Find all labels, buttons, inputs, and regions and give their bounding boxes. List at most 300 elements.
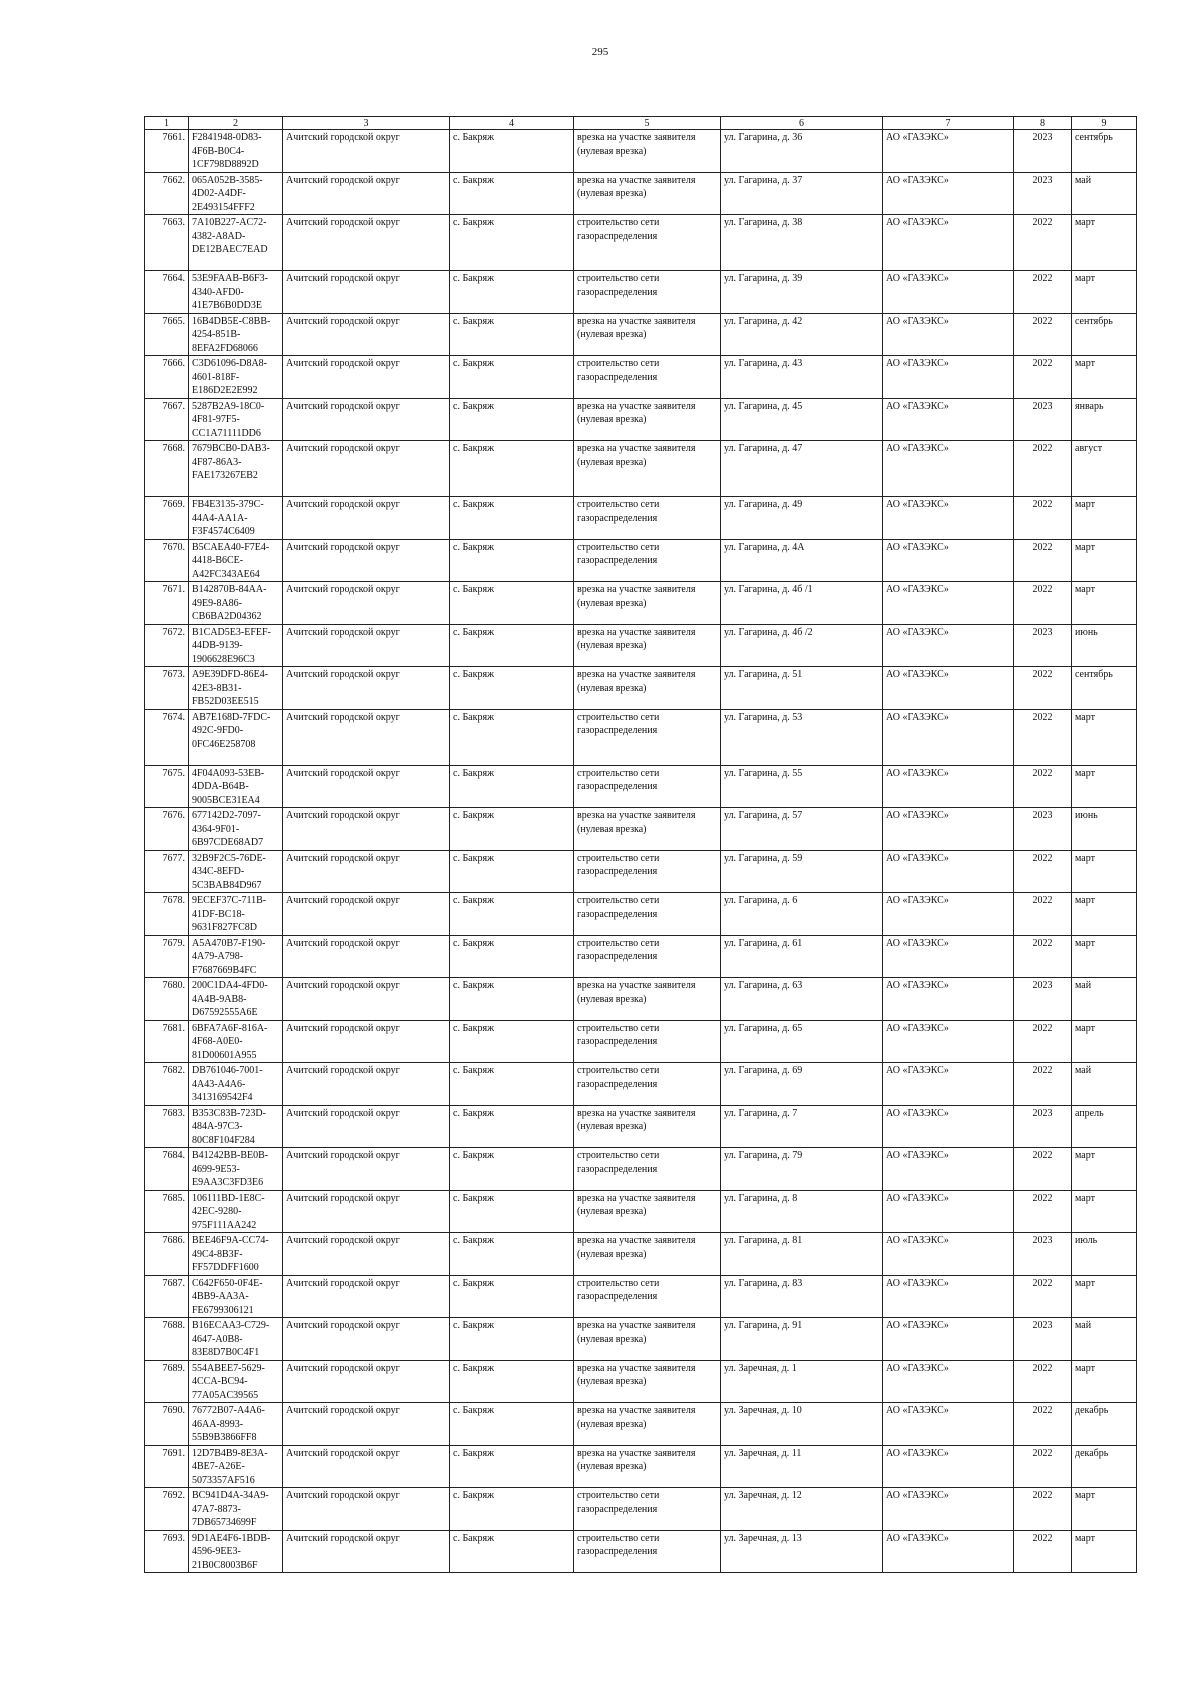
year-cell: 2022 bbox=[1014, 765, 1072, 808]
table-row bbox=[145, 539, 1137, 582]
organization-cell: АО «ГАЗЭКС» bbox=[883, 313, 1014, 356]
table-row bbox=[145, 1233, 1137, 1276]
month-cell: сентябрь bbox=[1072, 130, 1137, 173]
month-cell: март bbox=[1072, 356, 1137, 399]
row-number: 7674. bbox=[145, 709, 189, 765]
row-number: 7681. bbox=[145, 1020, 189, 1063]
table-row bbox=[145, 313, 1137, 356]
address-cell: ул. Гагарина, д. 36 bbox=[721, 130, 883, 173]
month-cell: март bbox=[1072, 893, 1137, 936]
settlement-cell: с. Бакряж bbox=[450, 172, 574, 215]
settlement-cell: с. Бакряж bbox=[450, 935, 574, 978]
table-row bbox=[145, 398, 1137, 441]
table-row bbox=[145, 667, 1137, 710]
address-cell: ул. Гагарина, д. 69 bbox=[721, 1063, 883, 1106]
object-id: 7679BCB0-DAB3-4F87-86A3-FAE173267EB2 bbox=[189, 441, 283, 497]
month-cell: июнь bbox=[1072, 808, 1137, 851]
settlement-cell: с. Бакряж bbox=[450, 850, 574, 893]
work-type-cell: врезка на участке заявителя (нулевая врезка) bbox=[574, 441, 721, 497]
year-cell: 2022 bbox=[1014, 1020, 1072, 1063]
object-id: F2841948-0D83-4F6B-B0C4-1CF798D8892D bbox=[189, 130, 283, 173]
district-cell: Ачитский городской округ bbox=[283, 1148, 450, 1191]
district-cell: Ачитский городской округ bbox=[283, 1360, 450, 1403]
month-cell: март bbox=[1072, 1530, 1137, 1573]
organization-cell: АО «ГАЗЭКС» bbox=[883, 1360, 1014, 1403]
table-row bbox=[145, 497, 1137, 540]
address-cell: ул. Гагарина, д. 4А bbox=[721, 539, 883, 582]
year-cell: 2022 bbox=[1014, 1530, 1072, 1573]
object-id: C642F650-0F4E-4BB9-AA3A-FE6799306121 bbox=[189, 1275, 283, 1318]
organization-cell: АО «ГАЗЭКС» bbox=[883, 1318, 1014, 1361]
district-cell: Ачитский городской округ bbox=[283, 1318, 450, 1361]
work-type-cell: врезка на участке заявителя (нулевая врезка) bbox=[574, 398, 721, 441]
table-row bbox=[145, 582, 1137, 625]
object-id: 106111BD-1E8C-42EC-9280-975F111AA242 bbox=[189, 1190, 283, 1233]
address-cell: ул. Гагарина, д. 8 bbox=[721, 1190, 883, 1233]
work-type-cell: строительство сети газораспределения bbox=[574, 893, 721, 936]
row-number: 7665. bbox=[145, 313, 189, 356]
work-type-cell: врезка на участке заявителя (нулевая врезка) bbox=[574, 978, 721, 1021]
gasification-table bbox=[144, 116, 1137, 1573]
month-cell: декабрь bbox=[1072, 1403, 1137, 1446]
object-id: 32B9F2C5-76DE-434C-8EFD-5C3BAB84D967 bbox=[189, 850, 283, 893]
row-number: 7661. bbox=[145, 130, 189, 173]
year-cell: 2022 bbox=[1014, 441, 1072, 497]
object-id: 9ECEF37C-711B-41DF-BC18-9631F827FC8D bbox=[189, 893, 283, 936]
month-cell: сентябрь bbox=[1072, 313, 1137, 356]
address-cell: ул. Заречная, д. 12 bbox=[721, 1488, 883, 1531]
year-cell: 2023 bbox=[1014, 1233, 1072, 1276]
object-id: 76772B07-A4A6-46AA-8993-55B9B3866FF8 bbox=[189, 1403, 283, 1446]
table-row bbox=[145, 1403, 1137, 1446]
settlement-cell: с. Бакряж bbox=[450, 539, 574, 582]
object-id: 677142D2-7097-4364-9F01-6B97CDE68AD7 bbox=[189, 808, 283, 851]
object-id: 554ABEE7-5629-4CCA-BC94-77A05AC39565 bbox=[189, 1360, 283, 1403]
table-row bbox=[145, 1360, 1137, 1403]
row-number: 7682. bbox=[145, 1063, 189, 1106]
month-cell: март bbox=[1072, 850, 1137, 893]
month-cell: май bbox=[1072, 978, 1137, 1021]
organization-cell: АО «ГАЗЭКС» bbox=[883, 1063, 1014, 1106]
month-cell: апрель bbox=[1072, 1105, 1137, 1148]
organization-cell: АО «ГАЗЭКС» bbox=[883, 172, 1014, 215]
month-cell: март bbox=[1072, 765, 1137, 808]
address-cell: ул. Заречная, д. 1 bbox=[721, 1360, 883, 1403]
object-id: B41242BB-BE0B-4699-9E53-E9AA3C3FD3E6 bbox=[189, 1148, 283, 1191]
object-id: BEE46F9A-CC74-49C4-8B3F-FF57DDFF1600 bbox=[189, 1233, 283, 1276]
district-cell: Ачитский городской округ bbox=[283, 398, 450, 441]
object-id: B1CAD5E3-EFEF-44DB-9139-1906628E96C3 bbox=[189, 624, 283, 667]
year-cell: 2022 bbox=[1014, 667, 1072, 710]
month-cell: март bbox=[1072, 1190, 1137, 1233]
table-row bbox=[145, 765, 1137, 808]
organization-cell: АО «ГАЗЭКС» bbox=[883, 582, 1014, 625]
organization-cell: АО «ГАЗЭКС» bbox=[883, 1445, 1014, 1488]
row-number: 7668. bbox=[145, 441, 189, 497]
month-cell: июль bbox=[1072, 1233, 1137, 1276]
row-number: 7673. bbox=[145, 667, 189, 710]
organization-cell: АО «ГАЗЭКС» bbox=[883, 709, 1014, 765]
district-cell: Ачитский городской округ bbox=[283, 808, 450, 851]
row-number: 7691. bbox=[145, 1445, 189, 1488]
work-type-cell: врезка на участке заявителя (нулевая врезка) bbox=[574, 1190, 721, 1233]
organization-cell: АО «ГАЗЭКС» bbox=[883, 1190, 1014, 1233]
row-number: 7688. bbox=[145, 1318, 189, 1361]
district-cell: Ачитский городской округ bbox=[283, 313, 450, 356]
work-type-cell: строительство сети газораспределения bbox=[574, 539, 721, 582]
settlement-cell: с. Бакряж bbox=[450, 1488, 574, 1531]
address-cell: ул. Гагарина, д. 53 bbox=[721, 709, 883, 765]
district-cell: Ачитский городской округ bbox=[283, 356, 450, 399]
object-id: 16B4DB5E-C8BB-4254-851B-8EFA2FD68066 bbox=[189, 313, 283, 356]
work-type-cell: строительство сети газораспределения bbox=[574, 850, 721, 893]
organization-cell: АО «ГАЗЭКС» bbox=[883, 1148, 1014, 1191]
object-id: 6BFA7A6F-816A-4F68-A0E0-81D00601A955 bbox=[189, 1020, 283, 1063]
settlement-cell: с. Бакряж bbox=[450, 667, 574, 710]
year-cell: 2023 bbox=[1014, 172, 1072, 215]
month-cell: март bbox=[1072, 1360, 1137, 1403]
table-row bbox=[145, 356, 1137, 399]
year-cell: 2022 bbox=[1014, 1445, 1072, 1488]
settlement-cell: с. Бакряж bbox=[450, 582, 574, 625]
work-type-cell: врезка на участке заявителя (нулевая врезка) bbox=[574, 313, 721, 356]
year-cell: 2023 bbox=[1014, 624, 1072, 667]
work-type-cell: строительство сети газораспределения bbox=[574, 1275, 721, 1318]
organization-cell: АО «ГАЗЭКС» bbox=[883, 1105, 1014, 1148]
table-row bbox=[145, 624, 1137, 667]
district-cell: Ачитский городской округ bbox=[283, 1063, 450, 1106]
address-cell: ул. Гагарина, д. 39 bbox=[721, 271, 883, 314]
row-number: 7684. bbox=[145, 1148, 189, 1191]
table-row bbox=[145, 709, 1137, 765]
row-number: 7683. bbox=[145, 1105, 189, 1148]
work-type-cell: строительство сети газораспределения bbox=[574, 709, 721, 765]
settlement-cell: с. Бакряж bbox=[450, 1148, 574, 1191]
year-cell: 2023 bbox=[1014, 130, 1072, 173]
settlement-cell: с. Бакряж bbox=[450, 1233, 574, 1276]
district-cell: Ачитский городской округ bbox=[283, 130, 450, 173]
organization-cell: АО «ГАЗЭКС» bbox=[883, 1403, 1014, 1446]
table-row bbox=[145, 1063, 1137, 1106]
col-header-6: 6 bbox=[721, 117, 883, 130]
settlement-cell: с. Бакряж bbox=[450, 215, 574, 271]
table-row bbox=[145, 935, 1137, 978]
year-cell: 2023 bbox=[1014, 1105, 1072, 1148]
settlement-cell: с. Бакряж bbox=[450, 271, 574, 314]
table-row bbox=[145, 271, 1137, 314]
table-row bbox=[145, 1020, 1137, 1063]
address-cell: ул. Заречная, д. 11 bbox=[721, 1445, 883, 1488]
organization-cell: АО «ГАЗЭКС» bbox=[883, 271, 1014, 314]
settlement-cell: с. Бакряж bbox=[450, 356, 574, 399]
object-id: 065A052B-3585-4D02-A4DF-2E493154FFF2 bbox=[189, 172, 283, 215]
organization-cell: АО «ГАЗЭКС» bbox=[883, 1530, 1014, 1573]
organization-cell: АО «ГАЗЭКС» bbox=[883, 667, 1014, 710]
month-cell: сентябрь bbox=[1072, 667, 1137, 710]
address-cell: ул. Гагарина, д. 51 bbox=[721, 667, 883, 710]
settlement-cell: с. Бакряж bbox=[450, 765, 574, 808]
object-id: B142870B-84AA-49E9-8A86-CB6BA2D04362 bbox=[189, 582, 283, 625]
organization-cell: АО «ГАЗЭКС» bbox=[883, 398, 1014, 441]
district-cell: Ачитский городской округ bbox=[283, 667, 450, 710]
settlement-cell: с. Бакряж bbox=[450, 1275, 574, 1318]
district-cell: Ачитский городской округ bbox=[283, 215, 450, 271]
address-cell: ул. Гагарина, д. 81 bbox=[721, 1233, 883, 1276]
work-type-cell: врезка на участке заявителя (нулевая врезка) bbox=[574, 172, 721, 215]
row-number: 7672. bbox=[145, 624, 189, 667]
table-row bbox=[145, 130, 1137, 173]
row-number: 7676. bbox=[145, 808, 189, 851]
year-cell: 2022 bbox=[1014, 1063, 1072, 1106]
month-cell: декабрь bbox=[1072, 1445, 1137, 1488]
address-cell: ул. Гагарина, д. 63 bbox=[721, 978, 883, 1021]
district-cell: Ачитский городской округ bbox=[283, 441, 450, 497]
row-number: 7666. bbox=[145, 356, 189, 399]
col-header-4: 4 bbox=[450, 117, 574, 130]
district-cell: Ачитский городской округ bbox=[283, 1530, 450, 1573]
organization-cell: АО «ГАЗЭКС» bbox=[883, 356, 1014, 399]
settlement-cell: с. Бакряж bbox=[450, 497, 574, 540]
work-type-cell: врезка на участке заявителя (нулевая врезка) bbox=[574, 808, 721, 851]
row-number: 7693. bbox=[145, 1530, 189, 1573]
organization-cell: АО «ГАЗЭКС» bbox=[883, 1488, 1014, 1531]
table-row bbox=[145, 1530, 1137, 1573]
object-id: 9D1AE4F6-1BDB-4596-9EE3-21B0C8003B6F bbox=[189, 1530, 283, 1573]
row-number: 7687. bbox=[145, 1275, 189, 1318]
address-cell: ул. Заречная, д. 10 bbox=[721, 1403, 883, 1446]
table-row bbox=[145, 215, 1137, 271]
year-cell: 2022 bbox=[1014, 539, 1072, 582]
table-row bbox=[145, 1445, 1137, 1488]
settlement-cell: с. Бакряж bbox=[450, 978, 574, 1021]
work-type-cell: строительство сети газораспределения bbox=[574, 765, 721, 808]
row-number: 7689. bbox=[145, 1360, 189, 1403]
organization-cell: АО «ГАЗЭКС» bbox=[883, 1233, 1014, 1276]
header-row bbox=[145, 117, 1137, 130]
district-cell: Ачитский городской округ bbox=[283, 893, 450, 936]
organization-cell: АО «ГАЗЭКС» bbox=[883, 765, 1014, 808]
address-cell: ул. Гагарина, д. 4б /2 bbox=[721, 624, 883, 667]
object-id: 7A10B227-AC72-4382-A8AD-DE12BAEC7EAD bbox=[189, 215, 283, 271]
address-cell: ул. Гагарина, д. 59 bbox=[721, 850, 883, 893]
district-cell: Ачитский городской округ bbox=[283, 1445, 450, 1488]
year-cell: 2022 bbox=[1014, 497, 1072, 540]
settlement-cell: с. Бакряж bbox=[450, 130, 574, 173]
month-cell: март bbox=[1072, 497, 1137, 540]
year-cell: 2022 bbox=[1014, 1148, 1072, 1191]
year-cell: 2023 bbox=[1014, 1318, 1072, 1361]
address-cell: ул. Гагарина, д. 43 bbox=[721, 356, 883, 399]
district-cell: Ачитский городской округ bbox=[283, 709, 450, 765]
settlement-cell: с. Бакряж bbox=[450, 1403, 574, 1446]
address-cell: ул. Гагарина, д. 6 bbox=[721, 893, 883, 936]
organization-cell: АО «ГАЗЭКС» bbox=[883, 441, 1014, 497]
table-row bbox=[145, 1148, 1137, 1191]
object-id: 5287B2A9-18C0-4F81-97F5-CC1A71111DD6 bbox=[189, 398, 283, 441]
object-id: B353C83B-723D-484A-97C3-80C8F104F284 bbox=[189, 1105, 283, 1148]
month-cell: май bbox=[1072, 172, 1137, 215]
work-type-cell: врезка на участке заявителя (нулевая врезка) bbox=[574, 624, 721, 667]
settlement-cell: с. Бакряж bbox=[450, 441, 574, 497]
organization-cell: АО «ГАЗЭКС» bbox=[883, 1020, 1014, 1063]
work-type-cell: врезка на участке заявителя (нулевая врезка) bbox=[574, 1233, 721, 1276]
month-cell: март bbox=[1072, 271, 1137, 314]
work-type-cell: строительство сети газораспределения bbox=[574, 271, 721, 314]
address-cell: ул. Гагарина, д. 57 bbox=[721, 808, 883, 851]
year-cell: 2022 bbox=[1014, 271, 1072, 314]
work-type-cell: строительство сети газораспределения bbox=[574, 1488, 721, 1531]
settlement-cell: с. Бакряж bbox=[450, 313, 574, 356]
row-number: 7663. bbox=[145, 215, 189, 271]
address-cell: ул. Гагарина, д. 91 bbox=[721, 1318, 883, 1361]
organization-cell: АО «ГАЗЭКС» bbox=[883, 893, 1014, 936]
settlement-cell: с. Бакряж bbox=[450, 1105, 574, 1148]
col-header-7: 7 bbox=[883, 117, 1014, 130]
district-cell: Ачитский городской округ bbox=[283, 978, 450, 1021]
settlement-cell: с. Бакряж bbox=[450, 1360, 574, 1403]
page-number: 295 bbox=[591, 46, 609, 58]
organization-cell: АО «ГАЗЭКС» bbox=[883, 497, 1014, 540]
row-number: 7685. bbox=[145, 1190, 189, 1233]
work-type-cell: строительство сети газораспределения bbox=[574, 1063, 721, 1106]
organization-cell: АО «ГАЗЭКС» bbox=[883, 215, 1014, 271]
year-cell: 2022 bbox=[1014, 850, 1072, 893]
year-cell: 2023 bbox=[1014, 978, 1072, 1021]
object-id: A5A470B7-F190-4A79-A798-F7687669B4FC bbox=[189, 935, 283, 978]
row-number: 7690. bbox=[145, 1403, 189, 1446]
table-row bbox=[145, 1190, 1137, 1233]
row-number: 7679. bbox=[145, 935, 189, 978]
district-cell: Ачитский городской округ bbox=[283, 1488, 450, 1531]
year-cell: 2022 bbox=[1014, 1275, 1072, 1318]
col-header-8: 8 bbox=[1014, 117, 1072, 130]
row-number: 7671. bbox=[145, 582, 189, 625]
year-cell: 2022 bbox=[1014, 1360, 1072, 1403]
settlement-cell: с. Бакряж bbox=[450, 1190, 574, 1233]
object-id: B16ECAA3-C729-4647-A0B8-83E8D7B0C4F1 bbox=[189, 1318, 283, 1361]
year-cell: 2022 bbox=[1014, 1403, 1072, 1446]
work-type-cell: врезка на участке заявителя (нулевая врезка) bbox=[574, 130, 721, 173]
month-cell: март bbox=[1072, 582, 1137, 625]
address-cell: ул. Гагарина, д. 37 bbox=[721, 172, 883, 215]
object-id: B5CAEA40-F7E4-4418-B6CE-A42FC343AE64 bbox=[189, 539, 283, 582]
settlement-cell: с. Бакряж bbox=[450, 1530, 574, 1573]
settlement-cell: с. Бакряж bbox=[450, 893, 574, 936]
month-cell: март bbox=[1072, 1488, 1137, 1531]
address-cell: ул. Гагарина, д. 38 bbox=[721, 215, 883, 271]
table-row bbox=[145, 1318, 1137, 1361]
work-type-cell: строительство сети газораспределения bbox=[574, 215, 721, 271]
settlement-cell: с. Бакряж bbox=[450, 624, 574, 667]
settlement-cell: с. Бакряж bbox=[450, 398, 574, 441]
district-cell: Ачитский городской округ bbox=[283, 172, 450, 215]
table-row bbox=[145, 1488, 1137, 1531]
district-cell: Ачитский городской округ bbox=[283, 624, 450, 667]
organization-cell: АО «ГАЗЭКС» bbox=[883, 539, 1014, 582]
row-number: 7670. bbox=[145, 539, 189, 582]
district-cell: Ачитский городской округ bbox=[283, 1105, 450, 1148]
row-number: 7686. bbox=[145, 1233, 189, 1276]
work-type-cell: врезка на участке заявителя (нулевая врезка) bbox=[574, 1318, 721, 1361]
address-cell: ул. Гагарина, д. 79 bbox=[721, 1148, 883, 1191]
object-id: A9E39DFD-86E4-42E3-8B31-FB52D03EE515 bbox=[189, 667, 283, 710]
work-type-cell: врезка на участке заявителя (нулевая врезка) bbox=[574, 1105, 721, 1148]
work-type-cell: строительство сети газораспределения bbox=[574, 1530, 721, 1573]
row-number: 7678. bbox=[145, 893, 189, 936]
month-cell: январь bbox=[1072, 398, 1137, 441]
district-cell: Ачитский городской округ bbox=[283, 1190, 450, 1233]
month-cell: март bbox=[1072, 1275, 1137, 1318]
address-cell: ул. Гагарина, д. 45 bbox=[721, 398, 883, 441]
district-cell: Ачитский городской округ bbox=[283, 1275, 450, 1318]
col-header-9: 9 bbox=[1072, 117, 1137, 130]
district-cell: Ачитский городской округ bbox=[283, 582, 450, 625]
table-row bbox=[145, 1275, 1137, 1318]
year-cell: 2022 bbox=[1014, 356, 1072, 399]
table-row bbox=[145, 1105, 1137, 1148]
district-cell: Ачитский городской округ bbox=[283, 497, 450, 540]
month-cell: июнь bbox=[1072, 624, 1137, 667]
work-type-cell: врезка на участке заявителя (нулевая врезка) bbox=[574, 1360, 721, 1403]
address-cell: ул. Гагарина, д. 42 bbox=[721, 313, 883, 356]
month-cell: май bbox=[1072, 1318, 1137, 1361]
work-type-cell: строительство сети газораспределения bbox=[574, 935, 721, 978]
row-number: 7675. bbox=[145, 765, 189, 808]
year-cell: 2022 bbox=[1014, 935, 1072, 978]
object-id: 200C1DA4-4FD0-4A4B-9AB8-D67592555A6E bbox=[189, 978, 283, 1021]
row-number: 7669. bbox=[145, 497, 189, 540]
organization-cell: АО «ГАЗЭКС» bbox=[883, 624, 1014, 667]
settlement-cell: с. Бакряж bbox=[450, 1020, 574, 1063]
organization-cell: АО «ГАЗЭКС» bbox=[883, 850, 1014, 893]
work-type-cell: врезка на участке заявителя (нулевая врезка) bbox=[574, 582, 721, 625]
table-row bbox=[145, 808, 1137, 851]
address-cell: ул. Гагарина, д. 83 bbox=[721, 1275, 883, 1318]
district-cell: Ачитский городской округ bbox=[283, 850, 450, 893]
col-header-2: 2 bbox=[189, 117, 283, 130]
work-type-cell: врезка на участке заявителя (нулевая врезка) bbox=[574, 667, 721, 710]
work-type-cell: строительство сети газораспределения bbox=[574, 1148, 721, 1191]
object-id: FB4E3135-379C-44A4-AA1A-F3F4574C6409 bbox=[189, 497, 283, 540]
district-cell: Ачитский городской округ bbox=[283, 1403, 450, 1446]
row-number: 7662. bbox=[145, 172, 189, 215]
row-number: 7692. bbox=[145, 1488, 189, 1531]
settlement-cell: с. Бакряж bbox=[450, 1445, 574, 1488]
row-number: 7664. bbox=[145, 271, 189, 314]
year-cell: 2023 bbox=[1014, 398, 1072, 441]
address-cell: ул. Заречная, д. 13 bbox=[721, 1530, 883, 1573]
table-row bbox=[145, 893, 1137, 936]
address-cell: ул. Гагарина, д. 47 bbox=[721, 441, 883, 497]
district-cell: Ачитский городской округ bbox=[283, 1233, 450, 1276]
month-cell: май bbox=[1072, 1063, 1137, 1106]
work-type-cell: строительство сети газораспределения bbox=[574, 497, 721, 540]
work-type-cell: врезка на участке заявителя (нулевая врезка) bbox=[574, 1403, 721, 1446]
address-cell: ул. Гагарина, д. 7 bbox=[721, 1105, 883, 1148]
object-id: 12D7B4B9-8E3A-4BE7-A26E-5073357AF516 bbox=[189, 1445, 283, 1488]
col-header-3: 3 bbox=[283, 117, 450, 130]
table-row bbox=[145, 172, 1137, 215]
table-row bbox=[145, 441, 1137, 497]
work-type-cell: строительство сети газораспределения bbox=[574, 1020, 721, 1063]
year-cell: 2022 bbox=[1014, 582, 1072, 625]
work-type-cell: врезка на участке заявителя (нулевая врезка) bbox=[574, 1445, 721, 1488]
organization-cell: АО «ГАЗЭКС» bbox=[883, 1275, 1014, 1318]
organization-cell: АО «ГАЗЭКС» bbox=[883, 808, 1014, 851]
year-cell: 2022 bbox=[1014, 893, 1072, 936]
month-cell: август bbox=[1072, 441, 1137, 497]
settlement-cell: с. Бакряж bbox=[450, 709, 574, 765]
